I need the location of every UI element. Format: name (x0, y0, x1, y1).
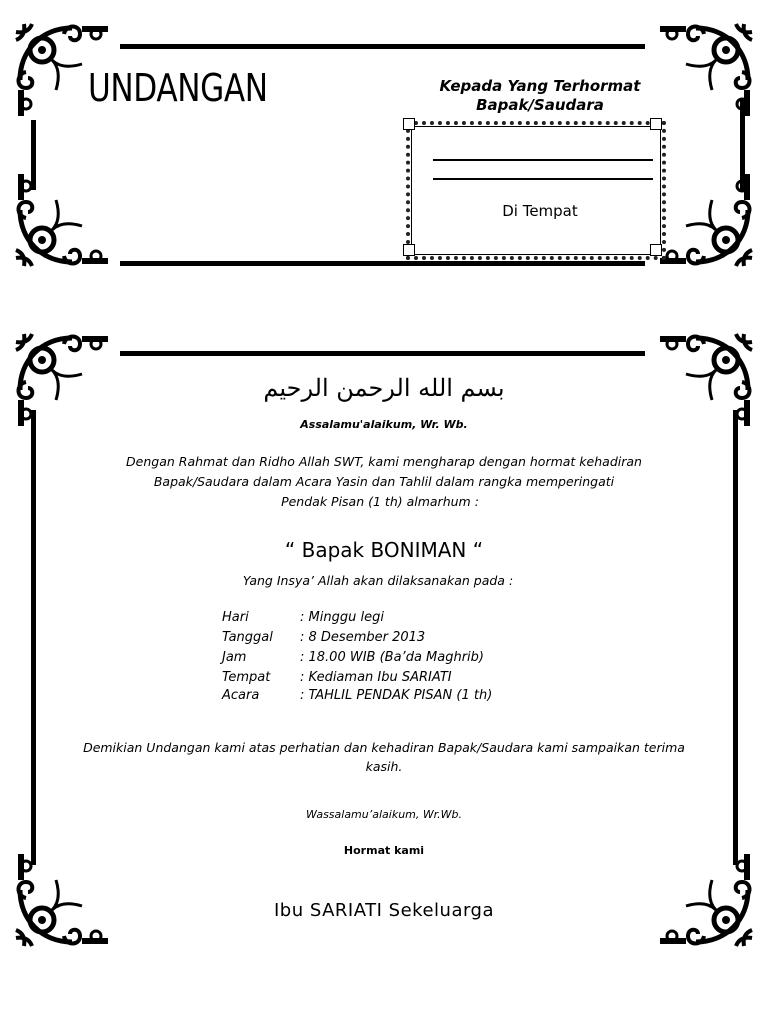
detail-value: : TAHLIL PENDAK PISAN (1 th) (300, 688, 493, 703)
basmala-calligraphy: بسم الله الرحمن الرحيم (263, 374, 505, 402)
address-line-2[interactable] (433, 178, 653, 180)
border-top (120, 351, 645, 356)
detail-label: Tanggal (222, 630, 273, 645)
detail-label: Acara (222, 688, 260, 703)
place-text: Di Tempat (502, 202, 578, 220)
intro-line: Pendak Pisan (1 th) almarhum : (281, 494, 479, 509)
detail-value: : 18.00 WIB (Ba’da Maghrib) (300, 650, 484, 665)
closing-line: Demikian Undangan kami atas perhatian dan kehadiran Bapak/Saudara kami sampaikan terima (83, 740, 685, 755)
corner-ornament-icon (656, 170, 756, 270)
box-corner (403, 118, 415, 130)
regards: Hormat kami (343, 844, 425, 857)
corner-ornament-icon (12, 170, 112, 270)
box-corner (650, 118, 662, 130)
schedule-intro: Yang Insya’ Allah akan dilaksanakan pada : (242, 573, 514, 588)
greeting: Assalamu'alaikum, Wr. Wb. (300, 418, 468, 431)
box-corner (403, 244, 415, 256)
closing-line: kasih. (365, 759, 403, 774)
detail-label: Tempat (222, 670, 271, 685)
detail-value: : 8 Desember 2013 (300, 630, 426, 645)
border-top (120, 44, 645, 49)
detail-value: : Kediaman Ibu SARIATI (300, 670, 452, 685)
farewell: Wassalamu’alaikum, Wr.Wb. (306, 808, 462, 821)
recipient-heading: Kepada Yang Terhormat (439, 77, 641, 95)
intro-line: Bapak/Saudara dalam Acara Yasin dan Tahlil dalam rangka memperingati (153, 474, 615, 489)
detail-value: : Minggu legi (300, 610, 384, 625)
detail-label: Jam (222, 650, 247, 665)
signature: Ibu SARIATI Sekeluarga (273, 900, 495, 921)
recipient-salutation: Bapak/Saudara (476, 96, 604, 114)
envelope-title: UNDANGAN (88, 66, 268, 110)
border-bottom (120, 261, 645, 266)
box-corner (650, 244, 662, 256)
intro-line: Dengan Rahmat dan Ridho Allah SWT, kami mengharap dengan hormat kehadiran (126, 454, 642, 469)
detail-label: Hari (222, 610, 249, 625)
address-line-1[interactable] (433, 159, 653, 161)
deceased-name: “ Bapak BONIMAN “ (284, 538, 484, 562)
address-box (406, 121, 666, 260)
